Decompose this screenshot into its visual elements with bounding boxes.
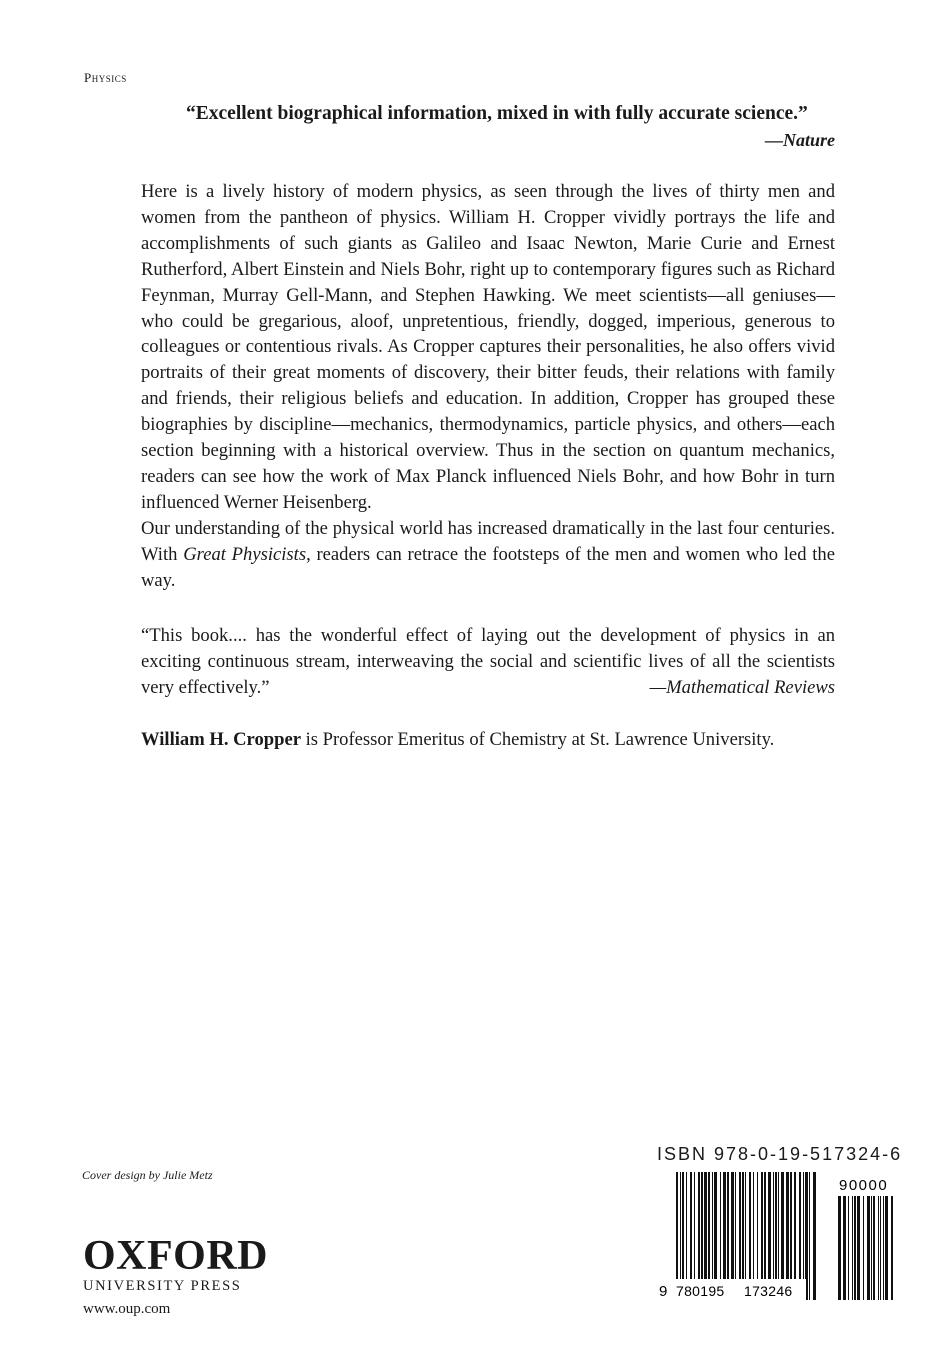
barcode-bar <box>891 1196 893 1300</box>
barcode-bar <box>838 1196 841 1300</box>
pull-quote: “Excellent biographical information, mixed in with fully accurate science.” <box>186 103 808 124</box>
barcode-lead-digit: 9 <box>659 1283 668 1300</box>
pull-quote-attribution: —Nature <box>764 130 835 150</box>
barcode-digits-left: 780195 <box>676 1283 725 1299</box>
book-description <box>141 179 835 594</box>
barcode-bar <box>873 1196 875 1300</box>
barcode-bar <box>878 1196 879 1300</box>
barcode-bars-addon <box>838 1196 893 1300</box>
description-paragraph-1: Here is a lively history of modern physics, as seen through the lives of thirty men and women from the pantheon of physics. William H. Cropper vividly portrays the life and accomplishments of such giants as Galileo and Isaac Newton, Marie Curie and Ernest Rutherford, Albert Einstein and Niels Bohr, right up to contemporary figures such as Richard Feynman, Murray Gell-Mann, and Stephen Hawking. We meet scientists—all geniuses—who could be gregarious, aloof, unpretentious, friendly, dogged, imperious, generous to colleagues or contentious rivals. As Cropper captures their personalities, he also offers vivid portraits of their great moments of discovery, their bitter feuds, their relations with family and friends, their religious beliefs and education. In addition, Cropper has grouped these biographies by discipline—mechanics, thermodynamics, particle physics, and others—each section beginning with a historical overview. Thus in the section on quantum mechanics, readers can see how the work of Max Planck influenced Niels Bohr, and how Bohr in turn influenced Werner Heisenberg. <box>141 181 835 513</box>
book-title-inline: Great Physicists <box>183 543 307 565</box>
barcode-bar <box>883 1196 884 1300</box>
barcode-bar <box>863 1196 864 1300</box>
publisher-subtitle: UNIVERSITY PRESS <box>83 1278 242 1294</box>
barcode-bar <box>848 1196 849 1300</box>
barcode-bar <box>885 1196 888 1300</box>
category-label: Physics <box>84 70 127 85</box>
barcode-bar <box>809 1172 810 1300</box>
author-bio-text: is Professor Emeritus of Chemistry at St. Lawrence University. <box>300 729 775 750</box>
paragraph-2-text-end: , readers can retrace the footsteps of the men and women who led the way. <box>141 543 835 591</box>
barcode-bar <box>813 1172 816 1300</box>
cover-credit: Cover design by Julie Metz <box>82 1168 213 1182</box>
publisher-name: OXFORD <box>83 1233 268 1279</box>
barcode-price-code: 90000 <box>839 1177 889 1194</box>
paragraph-2-text-start: Our understanding of the physical world has increased dramatically in the last four centuries. With <box>141 517 835 565</box>
barcode-bar <box>871 1196 872 1300</box>
author-name: William H. Cropper <box>141 729 301 750</box>
author-bio <box>141 729 774 751</box>
barcode-bar <box>843 1196 846 1300</box>
review-quote <box>141 623 835 701</box>
barcode <box>656 1172 896 1308</box>
review-attribution: —Mathematical Reviews <box>649 676 835 698</box>
barcode-bar <box>852 1196 853 1300</box>
isbn-text: ISBN 978-0-19-517324-6 <box>657 1144 903 1164</box>
barcode-bar <box>854 1196 856 1300</box>
barcode-bar <box>857 1196 860 1300</box>
description-paragraph-2 <box>141 516 835 594</box>
barcode-digits-right: 173246 <box>744 1283 793 1299</box>
barcode-bar <box>867 1196 870 1300</box>
barcode-bar <box>880 1196 881 1300</box>
review-text: “This book.... has the wonderful effect of laying out the development of physics in an exciting continuous stream, interweaving the social and scientific lives of all the scientists very effectively.” <box>141 625 835 698</box>
publisher-url: www.oup.com <box>83 1301 171 1317</box>
publisher-logo <box>83 1233 268 1295</box>
